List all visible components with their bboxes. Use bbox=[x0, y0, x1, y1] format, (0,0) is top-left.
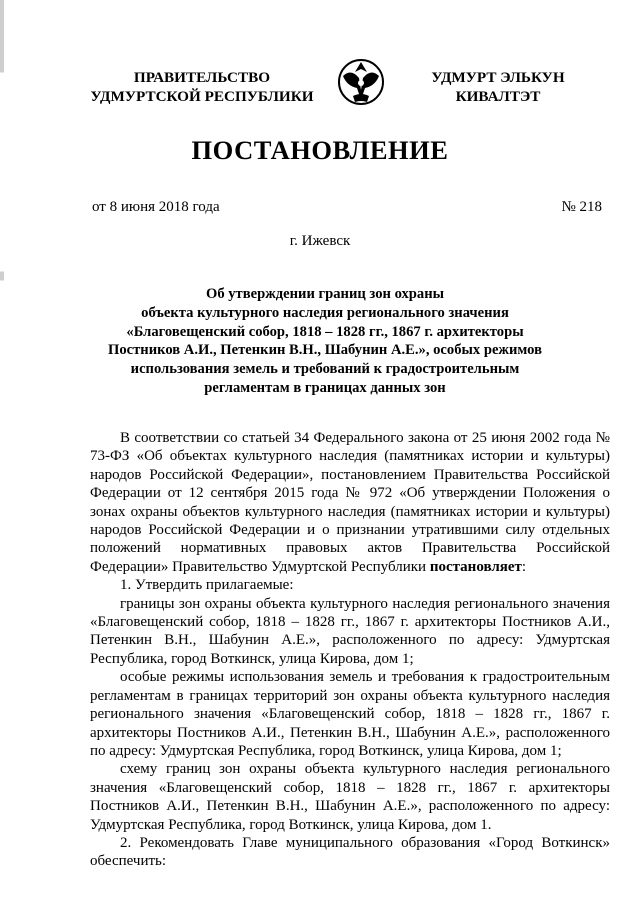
subject-line: регламентам в границах данных зон bbox=[204, 379, 446, 396]
item-1-b: особые режимы использования земель и требования к градостроительным регламентам в границах территорий зон охраны объекта культурного наследия регионального значения «Благовещенский собор, 1818 – 1828 гг., 1867 г. архитекторы Постников А.И., Петенкин В.Н., Шабунин А.Е.», расположенного по адресу: Удмуртская Республика, город Воткинск, улица Кирова, дом 1; bbox=[90, 669, 610, 759]
header-right bbox=[398, 68, 598, 106]
subject-line: использования земель и требований к градостроительным bbox=[130, 361, 520, 378]
preamble-end: : bbox=[521, 558, 527, 575]
subject-line: Об утверждении границ зон охраны bbox=[205, 286, 445, 302]
header-left-line2: УДМУРТСКОЙ РЕСПУБЛИКИ bbox=[90, 88, 314, 105]
preamble-paragraph bbox=[90, 429, 610, 576]
header-right-line1: УДМУРТ ЭЛЬКУН bbox=[431, 69, 565, 86]
document-type-title: ПОСТАНОВЛЕНИЕ bbox=[191, 135, 449, 165]
header-left-line1: ПРАВИТЕЛЬСТВО bbox=[133, 69, 271, 86]
document-date: от 8 июня 2018 года bbox=[92, 199, 220, 215]
subject-line: объекта культурного наследия регионального значения bbox=[141, 304, 509, 321]
item-1-a: границы зон охраны объекта культурного наследия регионального значения «Благовещенский собор, 1818 – 1828 гг., 1867 г. архитекторы Постников А.И., Петенкин В.Н., Шабунин А.Е.», расположенного по адресу: Удмуртская Республика, город Воткинск, улица Кирова, дом 1; bbox=[90, 595, 610, 667]
item-1: 1. Утвердить прилагаемые: bbox=[120, 577, 294, 594]
coat-of-arms-icon bbox=[331, 56, 391, 108]
preamble-decision-word: постановляет bbox=[429, 558, 522, 575]
document-city: г. Ижевск bbox=[289, 233, 351, 249]
subject-line: «Благовещенский собор, 1818 – 1828 гг., 1867 г. архитекторы bbox=[126, 323, 524, 340]
header-left bbox=[72, 68, 332, 106]
subject-line: Постников А.И., Петенкин В.Н., Шабунин А.Е.», особых режимов bbox=[108, 342, 542, 359]
header-right-line2: КИВАЛТЭТ bbox=[455, 88, 541, 105]
document-subject bbox=[90, 285, 560, 398]
item-1-c: схему границ зон охраны объекта культурного наследия регионального значения «Благовещенский собор, 1818 – 1828 гг., 1867 г. архитекторы Постников А.И., Петенкин В.Н., Шабунин А.Е.», расположенного по адресу: Удмуртская Республика, город Воткинск, улица Кирова, дом 1. bbox=[90, 761, 610, 833]
document-number: № 218 bbox=[561, 199, 602, 215]
document-body bbox=[90, 429, 610, 871]
preamble-text: В соответствии со статьей 34 Федерального закона от 25 июня 2002 года № 73-ФЗ «Об объектах культурного наследия (памятниках истории и культуры) народов Российской Федерации», постановлением Правительства Российской Федерации от 12 сентября 2015 года № 972 «Об утверждении Положения о зонах охраны объектов культурного наследия (памятниках истории и культуры) народов Российской Федерации и о признании утратившими силу отдельных положений нормативных правовых актов Правительства Российской Федерации» Правительство Удмуртской Республики bbox=[90, 430, 610, 575]
item-2: 2. Рекомендовать Главе муниципального образования «Город Воткинск» обеспечить: bbox=[90, 834, 610, 870]
